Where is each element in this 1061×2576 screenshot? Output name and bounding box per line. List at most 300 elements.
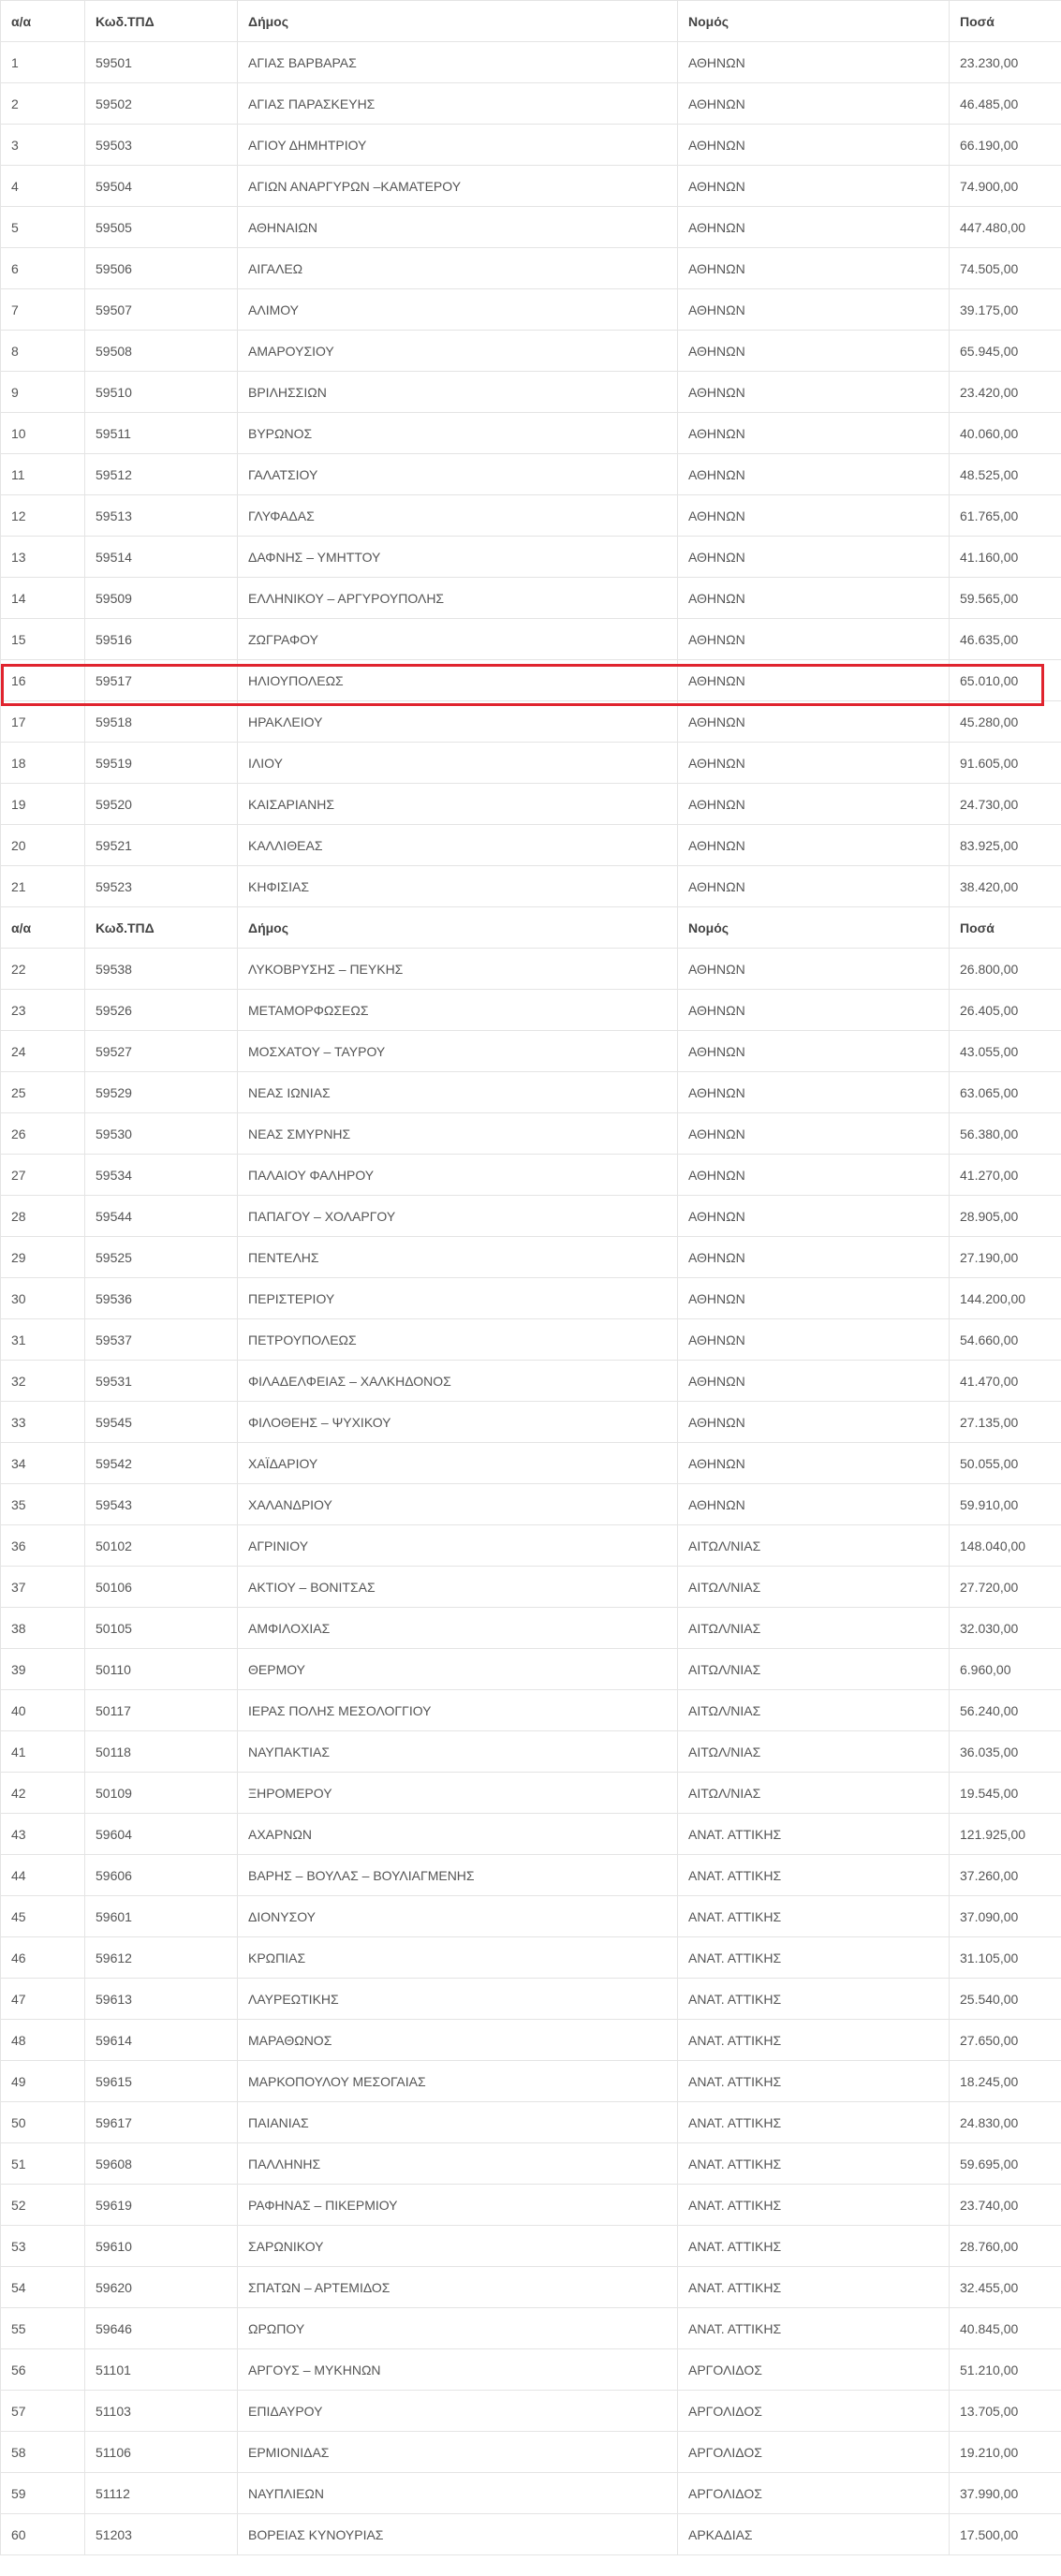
amount-cell: 91.605,00 (950, 743, 1061, 784)
municipality-cell: ΗΛΙΟΥΠΟΛΕΩΣ (238, 660, 678, 701)
code-cell: 50117 (85, 1690, 238, 1731)
prefecture-cell: ΑΘΗΝΩΝ (678, 866, 950, 907)
index-cell: 21 (1, 866, 85, 907)
index-cell: 8 (1, 331, 85, 372)
municipality-cell: ΔΙΟΝΥΣΟΥ (238, 1896, 678, 1937)
index-cell: 7 (1, 289, 85, 331)
municipality-cell: ΑΓΙΩΝ ΑΝΑΡΓΥΡΩΝ –ΚΑΜΑΤΕΡΟΥ (238, 166, 678, 207)
index-cell: 4 (1, 166, 85, 207)
prefecture-cell: ΑΝΑΤ. ΑΤΤΙΚΗΣ (678, 2226, 950, 2267)
municipality-cell: ΑΓΙΑΣ ΒΑΡΒΑΡΑΣ (238, 42, 678, 83)
amount-cell: 28.905,00 (950, 1196, 1061, 1237)
municipality-cell: ΣΠΑΤΩΝ – ΑΡΤΕΜΙΔΟΣ (238, 2267, 678, 2308)
index-cell: 28 (1, 1196, 85, 1237)
code-cell: 59608 (85, 2143, 238, 2185)
table-row (1, 42, 1061, 83)
amount-cell: 23.740,00 (950, 2185, 1061, 2226)
table-row (1, 2432, 1061, 2473)
amount-cell: 40.845,00 (950, 2308, 1061, 2349)
table-row (1, 2061, 1061, 2102)
amount-cell: 36.035,00 (950, 1731, 1061, 1773)
code-cell: 59617 (85, 2102, 238, 2143)
table-row (1, 537, 1061, 578)
amount-cell: 54.660,00 (950, 1319, 1061, 1361)
prefecture-cell: ΑΘΗΝΩΝ (678, 207, 950, 248)
code-cell: 59502 (85, 83, 238, 125)
table-row (1, 1237, 1061, 1278)
prefecture-cell: ΑΘΗΝΩΝ (678, 1031, 950, 1072)
amount-cell: 24.730,00 (950, 784, 1061, 825)
prefecture-cell: ΑΘΗΝΩΝ (678, 454, 950, 495)
table-row (1, 1608, 1061, 1649)
prefecture-cell: ΑΙΤΩΛ/ΝΙΑΣ (678, 1608, 950, 1649)
municipality-cell: ΓΛΥΦΑΔΑΣ (238, 495, 678, 537)
code-cell: 59604 (85, 1814, 238, 1855)
municipality-cell: ΑΚΤΙΟΥ – ΒΟΝΙΤΣΑΣ (238, 1567, 678, 1608)
municipality-cell: ΙΛΙΟΥ (238, 743, 678, 784)
prefecture-cell: ΑΝΑΤ. ΑΤΤΙΚΗΣ (678, 1896, 950, 1937)
prefecture-cell: ΑΘΗΝΩΝ (678, 619, 950, 660)
amount-cell: 37.990,00 (950, 2473, 1061, 2514)
municipality-cell: ΚΡΩΠΙΑΣ (238, 1937, 678, 1979)
amount-cell: 41.270,00 (950, 1155, 1061, 1196)
code-cell: 59512 (85, 454, 238, 495)
municipality-cell: ΝΑΥΠΑΚΤΙΑΣ (238, 1731, 678, 1773)
municipality-cell: ΑΓΙΑΣ ΠΑΡΑΣΚΕΥΗΣ (238, 83, 678, 125)
table-row (1, 1484, 1061, 1525)
amount-cell: 40.060,00 (950, 413, 1061, 454)
index-cell: 13 (1, 537, 85, 578)
municipality-cell: ΒΟΡΕΙΑΣ ΚΥΝΟΥΡΙΑΣ (238, 2514, 678, 2555)
table-row (1, 2185, 1061, 2226)
amount-cell: 27.190,00 (950, 1237, 1061, 1278)
code-cell: 59534 (85, 1155, 238, 1196)
prefecture-cell: ΑΘΗΝΩΝ (678, 660, 950, 701)
table-row (1, 289, 1061, 331)
table-row (1, 2308, 1061, 2349)
amount-cell: 50.055,00 (950, 1443, 1061, 1484)
prefecture-cell: ΑΡΓΟΛΙΔΟΣ (678, 2473, 950, 2514)
table-row (1, 1649, 1061, 1690)
municipality-cell: ΑΘΗΝΑΙΩΝ (238, 207, 678, 248)
index-cell: 50 (1, 2102, 85, 2143)
amount-cell: 23.420,00 (950, 372, 1061, 413)
amount-cell: 59.695,00 (950, 2143, 1061, 2185)
prefecture-cell: ΑΘΗΝΩΝ (678, 1443, 950, 1484)
index-cell: 38 (1, 1608, 85, 1649)
municipality-cell: ΑΛΙΜΟΥ (238, 289, 678, 331)
amount-cell: 56.240,00 (950, 1690, 1061, 1731)
index-cell: 15 (1, 619, 85, 660)
prefecture-cell: ΑΙΤΩΛ/ΝΙΑΣ (678, 1567, 950, 1608)
prefecture-cell: ΑΝΑΤ. ΑΤΤΙΚΗΣ (678, 2143, 950, 2185)
index-cell: 59 (1, 2473, 85, 2514)
amount-cell: 59.565,00 (950, 578, 1061, 619)
table-row (1, 866, 1061, 907)
code-cell: 59508 (85, 331, 238, 372)
municipality-cell: ΕΠΙΔΑΥΡΟΥ (238, 2391, 678, 2432)
amount-cell: 121.925,00 (950, 1814, 1061, 1855)
municipality-cell: ΠΑΠΑΓΟΥ – ΧΟΛΑΡΓΟΥ (238, 1196, 678, 1237)
header-prefecture: Νομός (678, 907, 950, 949)
amount-cell: 46.635,00 (950, 619, 1061, 660)
municipality-cell: ΠΕΤΡΟΥΠΟΛΕΩΣ (238, 1319, 678, 1361)
prefecture-cell: ΑΘΗΝΩΝ (678, 1319, 950, 1361)
table-row (1, 825, 1061, 866)
code-cell: 50106 (85, 1567, 238, 1608)
table-row (1, 784, 1061, 825)
table-row (1, 701, 1061, 743)
table-row (1, 2514, 1061, 2555)
header-code: Κωδ.ΤΠΔ (85, 907, 238, 949)
prefecture-cell: ΑΝΑΤ. ΑΤΤΙΚΗΣ (678, 2020, 950, 2061)
table-row (1, 990, 1061, 1031)
index-cell: 37 (1, 1567, 85, 1608)
code-cell: 59505 (85, 207, 238, 248)
code-cell: 59506 (85, 248, 238, 289)
code-cell: 50109 (85, 1773, 238, 1814)
amount-cell: 24.830,00 (950, 2102, 1061, 2143)
table-row (1, 949, 1061, 990)
municipality-cell: ΑΓΡΙΝΙΟΥ (238, 1525, 678, 1567)
municipality-cell: ΙΕΡΑΣ ΠΟΛΗΣ ΜΕΣΟΛΟΓΓΙΟΥ (238, 1690, 678, 1731)
prefecture-cell: ΑΘΗΝΩΝ (678, 166, 950, 207)
municipality-cell: ΜΑΡΚΟΠΟΥΛΟΥ ΜΕΣΟΓΑΙΑΣ (238, 2061, 678, 2102)
code-cell: 59504 (85, 166, 238, 207)
prefecture-cell: ΑΘΗΝΩΝ (678, 372, 950, 413)
amount-cell: 148.040,00 (950, 1525, 1061, 1567)
municipality-cell: ΖΩΓΡΑΦΟΥ (238, 619, 678, 660)
index-cell: 49 (1, 2061, 85, 2102)
prefecture-cell: ΑΡΓΟΛΙΔΟΣ (678, 2349, 950, 2391)
code-cell: 59511 (85, 413, 238, 454)
amount-cell: 17.500,00 (950, 2514, 1061, 2555)
code-cell: 50102 (85, 1525, 238, 1567)
code-cell: 59516 (85, 619, 238, 660)
prefecture-cell: ΑΡΓΟΛΙΔΟΣ (678, 2432, 950, 2473)
table-header-row (1, 1, 1061, 42)
prefecture-cell: ΑΘΗΝΩΝ (678, 784, 950, 825)
amount-cell: 83.925,00 (950, 825, 1061, 866)
table-row (1, 1196, 1061, 1237)
table-row (1, 2473, 1061, 2514)
index-cell: 34 (1, 1443, 85, 1484)
municipality-cell: ΚΑΙΣΑΡΙΑΝΗΣ (238, 784, 678, 825)
index-cell: 14 (1, 578, 85, 619)
prefecture-cell: ΑΘΗΝΩΝ (678, 42, 950, 83)
code-cell: 59537 (85, 1319, 238, 1361)
amount-cell: 48.525,00 (950, 454, 1061, 495)
prefecture-cell: ΑΝΑΤ. ΑΤΤΙΚΗΣ (678, 1937, 950, 1979)
code-cell: 59620 (85, 2267, 238, 2308)
amount-cell: 43.055,00 (950, 1031, 1061, 1072)
index-cell: 52 (1, 2185, 85, 2226)
amount-cell: 18.245,00 (950, 2061, 1061, 2102)
index-cell: 44 (1, 1855, 85, 1896)
table-row (1, 248, 1061, 289)
prefecture-cell: ΑΘΗΝΩΝ (678, 743, 950, 784)
municipality-cell: ΚΑΛΛΙΘΕΑΣ (238, 825, 678, 866)
municipality-cell: ΑΜΑΡΟΥΣΙΟΥ (238, 331, 678, 372)
amount-cell: 23.230,00 (950, 42, 1061, 83)
amount-cell: 19.545,00 (950, 1773, 1061, 1814)
code-cell: 59501 (85, 42, 238, 83)
index-cell: 3 (1, 125, 85, 166)
municipality-cell: ΘΕΡΜΟΥ (238, 1649, 678, 1690)
index-cell: 24 (1, 1031, 85, 1072)
prefecture-cell: ΑΘΗΝΩΝ (678, 701, 950, 743)
index-cell: 5 (1, 207, 85, 248)
table-row (1, 1072, 1061, 1113)
municipality-cell: ΜΕΤΑΜΟΡΦΩΣΕΩΣ (238, 990, 678, 1031)
index-cell: 18 (1, 743, 85, 784)
table-row (1, 2226, 1061, 2267)
code-cell: 59518 (85, 701, 238, 743)
municipality-cell: ΑΙΓΑΛΕΩ (238, 248, 678, 289)
code-cell: 59619 (85, 2185, 238, 2226)
prefecture-cell: ΑΝΑΤ. ΑΤΤΙΚΗΣ (678, 2308, 950, 2349)
table-row (1, 1979, 1061, 2020)
amount-cell: 74.900,00 (950, 166, 1061, 207)
table-row (1, 1361, 1061, 1402)
code-cell: 59523 (85, 866, 238, 907)
amount-cell: 65.945,00 (950, 331, 1061, 372)
code-cell: 59542 (85, 1443, 238, 1484)
code-cell: 59530 (85, 1113, 238, 1155)
table-row (1, 331, 1061, 372)
header-index: α/α (1, 907, 85, 949)
municipality-cell: ΜΟΣΧΑΤΟΥ – ΤΑΥΡΟΥ (238, 1031, 678, 1072)
header-municipality: Δήμος (238, 1, 678, 42)
code-cell: 59503 (85, 125, 238, 166)
table-row (1, 1814, 1061, 1855)
table-row (1, 619, 1061, 660)
prefecture-cell: ΑΝΑΤ. ΑΤΤΙΚΗΣ (678, 2102, 950, 2143)
amount-cell: 66.190,00 (950, 125, 1061, 166)
index-cell: 26 (1, 1113, 85, 1155)
municipality-cell: ΓΑΛΑΤΣΙΟΥ (238, 454, 678, 495)
table-row (1, 83, 1061, 125)
amount-cell: 37.090,00 (950, 1896, 1061, 1937)
table-row (1, 1855, 1061, 1896)
municipality-cell: ΜΑΡΑΘΩΝΟΣ (238, 2020, 678, 2061)
index-cell: 9 (1, 372, 85, 413)
code-cell: 59545 (85, 1402, 238, 1443)
code-cell: 59614 (85, 2020, 238, 2061)
table-row (1, 1155, 1061, 1196)
amount-cell: 61.765,00 (950, 495, 1061, 537)
amount-cell: 19.210,00 (950, 2432, 1061, 2473)
prefecture-cell: ΑΘΗΝΩΝ (678, 331, 950, 372)
code-cell: 51112 (85, 2473, 238, 2514)
prefecture-cell: ΑΘΗΝΩΝ (678, 949, 950, 990)
municipality-cell: ΝΕΑΣ ΣΜΥΡΝΗΣ (238, 1113, 678, 1155)
code-cell: 59531 (85, 1361, 238, 1402)
index-cell: 20 (1, 825, 85, 866)
municipality-cell: ΧΑΪΔΑΡΙΟΥ (238, 1443, 678, 1484)
prefecture-cell: ΑΘΗΝΩΝ (678, 578, 950, 619)
index-cell: 29 (1, 1237, 85, 1278)
code-cell: 59519 (85, 743, 238, 784)
code-cell: 59525 (85, 1237, 238, 1278)
code-cell: 51103 (85, 2391, 238, 2432)
prefecture-cell: ΑΘΗΝΩΝ (678, 1237, 950, 1278)
code-cell: 51101 (85, 2349, 238, 2391)
table-row (1, 454, 1061, 495)
prefecture-cell: ΑΙΤΩΛ/ΝΙΑΣ (678, 1525, 950, 1567)
municipality-cell: ΠΑΛΛΗΝΗΣ (238, 2143, 678, 2185)
prefecture-cell: ΑΘΗΝΩΝ (678, 1072, 950, 1113)
index-cell: 35 (1, 1484, 85, 1525)
municipality-cell: ΒΑΡΗΣ – ΒΟΥΛΑΣ – ΒΟΥΛΙΑΓΜΕΝΗΣ (238, 1855, 678, 1896)
amount-cell: 37.260,00 (950, 1855, 1061, 1896)
code-cell: 59606 (85, 1855, 238, 1896)
municipality-cell: ΧΑΛΑΝΔΡΙΟΥ (238, 1484, 678, 1525)
code-cell: 50105 (85, 1608, 238, 1649)
index-cell: 33 (1, 1402, 85, 1443)
prefecture-cell: ΑΝΑΤ. ΑΤΤΙΚΗΣ (678, 1814, 950, 1855)
index-cell: 31 (1, 1319, 85, 1361)
code-cell: 59538 (85, 949, 238, 990)
amount-cell: 51.210,00 (950, 2349, 1061, 2391)
amount-cell: 32.455,00 (950, 2267, 1061, 2308)
index-cell: 23 (1, 990, 85, 1031)
municipality-cell: ΕΛΛΗΝΙΚΟΥ – ΑΡΓΥΡΟΥΠΟΛΗΣ (238, 578, 678, 619)
prefecture-cell: ΑΘΗΝΩΝ (678, 1484, 950, 1525)
amount-cell: 27.135,00 (950, 1402, 1061, 1443)
code-cell: 59521 (85, 825, 238, 866)
index-cell: 51 (1, 2143, 85, 2185)
table-row (1, 1402, 1061, 1443)
index-cell: 25 (1, 1072, 85, 1113)
amount-cell: 39.175,00 (950, 289, 1061, 331)
code-cell: 51106 (85, 2432, 238, 2473)
code-cell: 59514 (85, 537, 238, 578)
index-cell: 58 (1, 2432, 85, 2473)
municipality-cell: ΚΗΦΙΣΙΑΣ (238, 866, 678, 907)
index-cell: 22 (1, 949, 85, 990)
index-cell: 1 (1, 42, 85, 83)
prefecture-cell: ΑΘΗΝΩΝ (678, 125, 950, 166)
index-cell: 42 (1, 1773, 85, 1814)
index-cell: 10 (1, 413, 85, 454)
table-header-row (1, 907, 1061, 949)
prefecture-cell: ΑΙΤΩΛ/ΝΙΑΣ (678, 1690, 950, 1731)
index-cell: 6 (1, 248, 85, 289)
municipality-cell: ΑΡΓΟΥΣ – ΜΥΚΗΝΩΝ (238, 2349, 678, 2391)
prefecture-cell: ΑΘΗΝΩΝ (678, 825, 950, 866)
index-cell: 2 (1, 83, 85, 125)
municipality-cell: ΩΡΩΠΟΥ (238, 2308, 678, 2349)
municipality-cell: ΠΑΙΑΝΙΑΣ (238, 2102, 678, 2143)
amount-cell: 45.280,00 (950, 701, 1061, 743)
municipality-cell: ΛΑΥΡΕΩΤΙΚΗΣ (238, 1979, 678, 2020)
table-row (1, 1937, 1061, 1979)
header-amount: Ποσά (950, 907, 1061, 949)
table-row (1, 166, 1061, 207)
index-cell: 19 (1, 784, 85, 825)
amount-cell: 46.485,00 (950, 83, 1061, 125)
index-cell: 54 (1, 2267, 85, 2308)
municipality-cell: ΡΑΦΗΝΑΣ – ΠΙΚΕΡΜΙΟΥ (238, 2185, 678, 2226)
table-row (1, 1319, 1061, 1361)
table-row (1, 2143, 1061, 2185)
code-cell: 50118 (85, 1731, 238, 1773)
prefecture-cell: ΑΘΗΝΩΝ (678, 1402, 950, 1443)
amount-cell: 74.505,00 (950, 248, 1061, 289)
index-cell: 47 (1, 1979, 85, 2020)
table-row (1, 2267, 1061, 2308)
amount-cell: 27.720,00 (950, 1567, 1061, 1608)
amount-cell: 28.760,00 (950, 2226, 1061, 2267)
header-index: α/α (1, 1, 85, 42)
municipality-cell: ΒΡΙΛΗΣΣΙΩΝ (238, 372, 678, 413)
header-amount: Ποσά (950, 1, 1061, 42)
code-cell: 59513 (85, 495, 238, 537)
code-cell: 59613 (85, 1979, 238, 2020)
amount-cell: 6.960,00 (950, 1649, 1061, 1690)
code-cell: 59610 (85, 2226, 238, 2267)
table-row (1, 2020, 1061, 2061)
prefecture-cell: ΑΘΗΝΩΝ (678, 289, 950, 331)
table-row (1, 1896, 1061, 1937)
amount-cell: 38.420,00 (950, 866, 1061, 907)
code-cell: 50110 (85, 1649, 238, 1690)
prefecture-cell: ΑΘΗΝΩΝ (678, 413, 950, 454)
municipality-cell: ΠΑΛΑΙΟΥ ΦΑΛΗΡΟΥ (238, 1155, 678, 1196)
table-row (1, 372, 1061, 413)
prefecture-cell: ΑΘΗΝΩΝ (678, 248, 950, 289)
amount-cell: 27.650,00 (950, 2020, 1061, 2061)
table-row (1, 2102, 1061, 2143)
municipality-cell: ΞΗΡΟΜΕΡΟΥ (238, 1773, 678, 1814)
prefecture-cell: ΑΘΗΝΩΝ (678, 990, 950, 1031)
index-cell: 27 (1, 1155, 85, 1196)
header-code: Κωδ.ΤΠΔ (85, 1, 238, 42)
code-cell: 59536 (85, 1278, 238, 1319)
index-cell: 46 (1, 1937, 85, 1979)
prefecture-cell: ΑΝΑΤ. ΑΤΤΙΚΗΣ (678, 2267, 950, 2308)
amount-cell: 41.160,00 (950, 537, 1061, 578)
code-cell: 59527 (85, 1031, 238, 1072)
prefecture-cell: ΑΝΑΤ. ΑΤΤΙΚΗΣ (678, 2185, 950, 2226)
header-prefecture: Νομός (678, 1, 950, 42)
code-cell: 59612 (85, 1937, 238, 1979)
code-cell: 59507 (85, 289, 238, 331)
table-row (1, 1443, 1061, 1484)
table-row (1, 578, 1061, 619)
amount-cell: 63.065,00 (950, 1072, 1061, 1113)
amount-cell: 144.200,00 (950, 1278, 1061, 1319)
table-row (1, 1731, 1061, 1773)
prefecture-cell: ΑΘΗΝΩΝ (678, 495, 950, 537)
municipality-cell: ΠΕΝΤΕΛΗΣ (238, 1237, 678, 1278)
index-cell: 40 (1, 1690, 85, 1731)
index-cell: 53 (1, 2226, 85, 2267)
table-row (1, 125, 1061, 166)
code-cell: 59543 (85, 1484, 238, 1525)
index-cell: 60 (1, 2514, 85, 2555)
amount-cell: 31.105,00 (950, 1937, 1061, 1979)
table-row (1, 2391, 1061, 2432)
code-cell: 59520 (85, 784, 238, 825)
index-cell: 32 (1, 1361, 85, 1402)
index-cell: 36 (1, 1525, 85, 1567)
index-cell: 30 (1, 1278, 85, 1319)
prefecture-cell: ΑΝΑΤ. ΑΤΤΙΚΗΣ (678, 1855, 950, 1896)
amount-cell: 447.480,00 (950, 207, 1061, 248)
table-row (1, 495, 1061, 537)
